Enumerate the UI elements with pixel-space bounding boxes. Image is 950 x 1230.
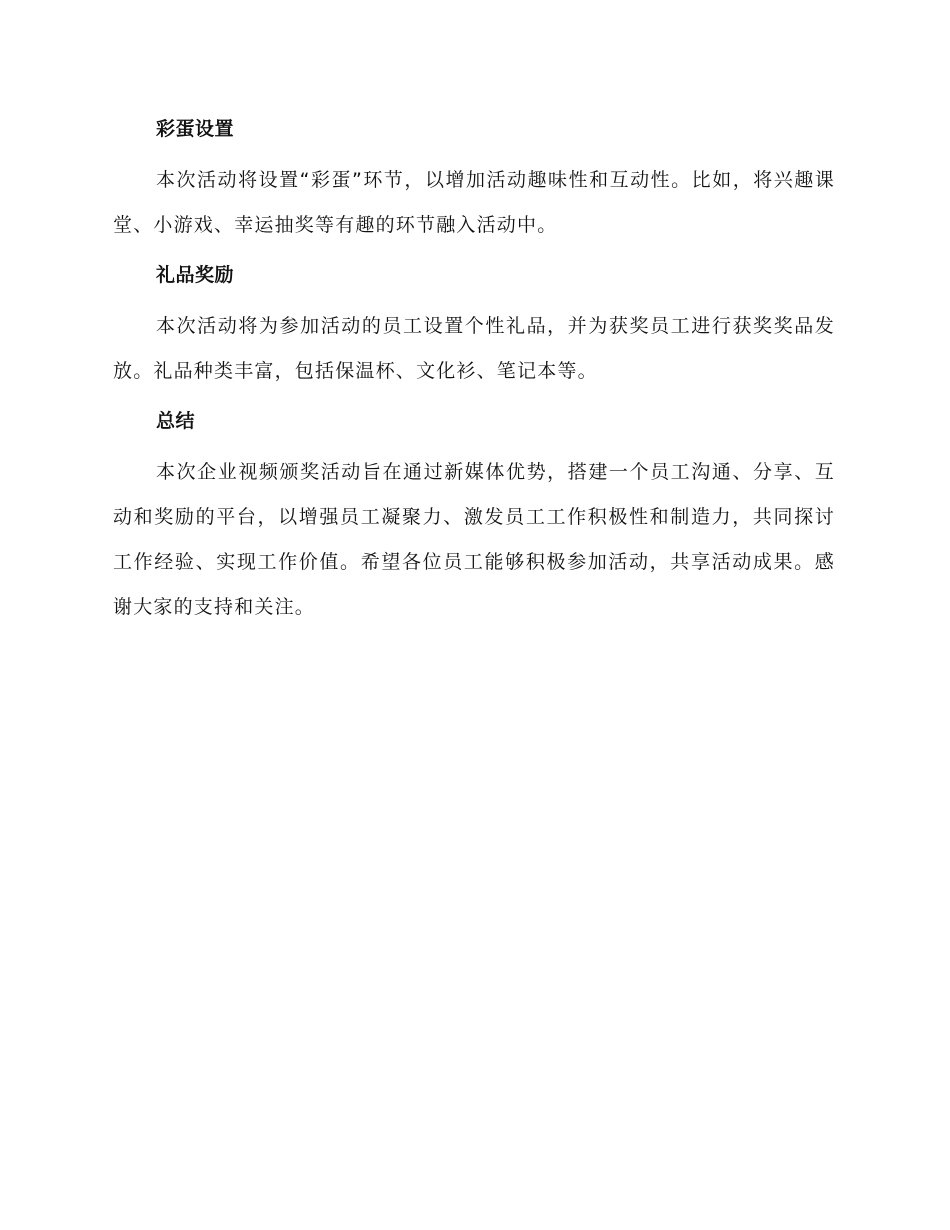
section-heading: 总结 <box>156 410 196 432</box>
section-summary <box>113 402 835 630</box>
section-paragraph: 本次活动将设置“彩蛋”环节，以增加活动趣味性和互动性。比如，将兴趣课堂、小游戏、幸运抽奖等有趣的环节融入活动中。 <box>113 169 835 236</box>
section-easter-egg <box>113 110 835 248</box>
section-gift-rewards <box>113 256 835 394</box>
section-heading: 礼品奖励 <box>156 264 235 286</box>
section-paragraph: 本次活动将为参加活动的员工设置个性礼品，并为获奖员工进行获奖奖品发放。礼品种类丰富，包括保温杯、文化衫、笔记本等。 <box>113 315 835 382</box>
section-paragraph: 本次企业视频颁奖活动旨在通过新媒体优势，搭建一个员工沟通、分享、互动和奖励的平台，以增强员工凝聚力、激发员工工作积极性和制造力，共同探讨工作经验、实现工作价值。希望各位员工能够积极参加活动，共享活动成果。感谢大家的支持和关注。 <box>113 461 835 618</box>
document-content <box>113 110 835 630</box>
section-heading: 彩蛋设置 <box>156 118 235 140</box>
